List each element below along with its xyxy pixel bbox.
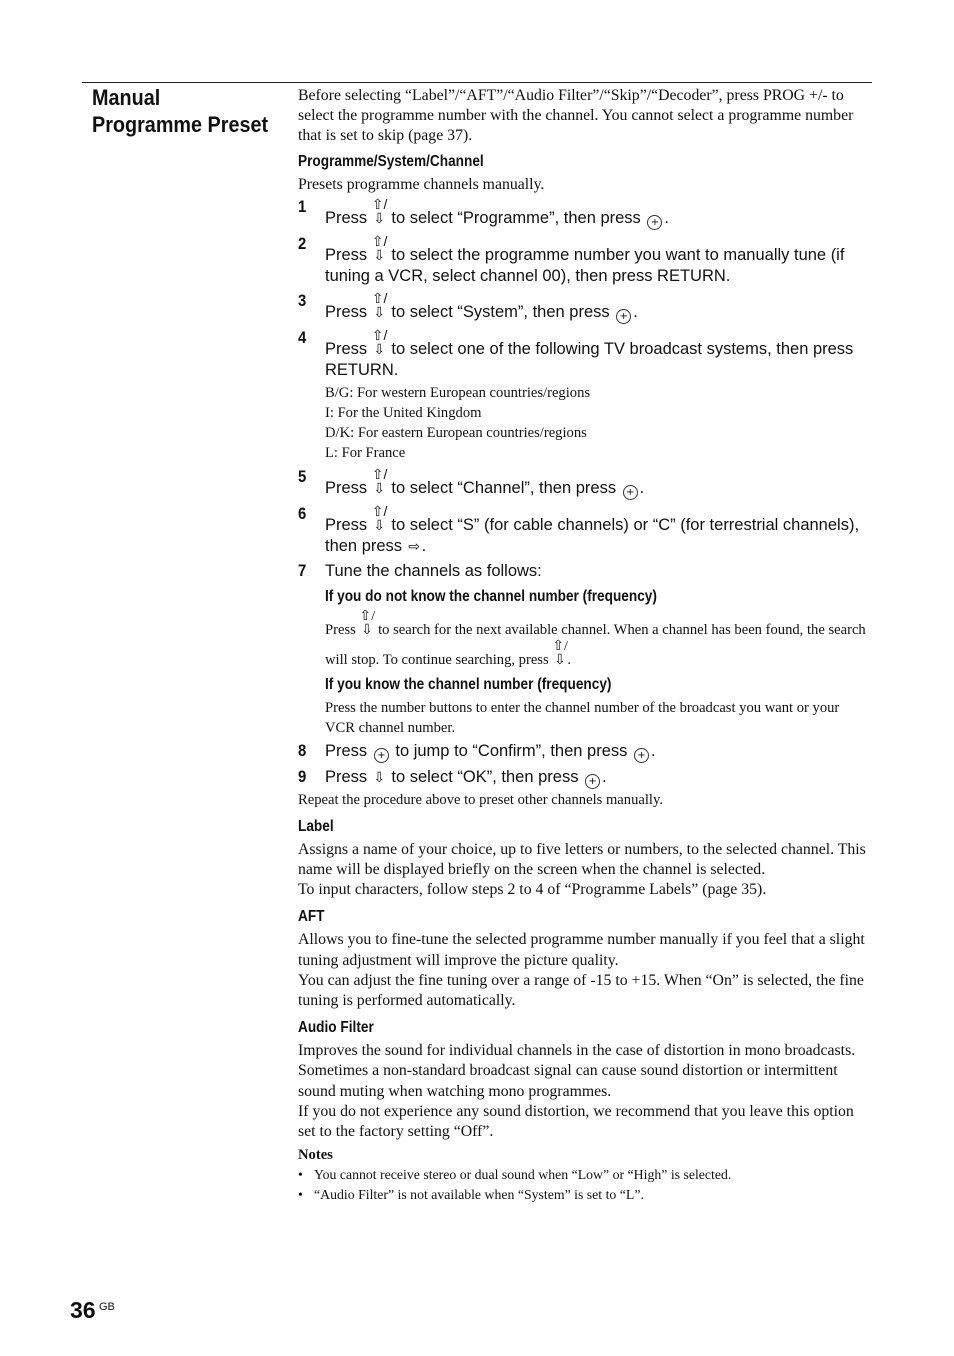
ok-button-icon: + bbox=[647, 215, 662, 230]
region-code: GB bbox=[99, 1301, 115, 1313]
note-item: • You cannot receive stereo or dual sound when “Low” or “High” is selected. bbox=[298, 1165, 872, 1185]
unknown-frequency-heading: If you do not know the channel number (frequency) bbox=[325, 587, 657, 605]
unknown-frequency-text: Press ⇧/⇩ to search for the next available channel. When a channel has been found, the search will stop. To continue searching, press ⇧/⇩ . bbox=[325, 608, 866, 668]
step-8: 8 Press + to jump to “Confirm”, then press + . bbox=[298, 741, 656, 761]
step-2: 2 Press ⇧/⇩ to select the programme number you want to manually tune (if tuning a VCR, select channel 00), then press RETURN. bbox=[298, 232, 845, 285]
step-1: 1 Press ⇧/⇩ to select “Programme”, then press + . bbox=[298, 195, 669, 228]
audio-filter-heading: Audio Filter bbox=[298, 1019, 374, 1037]
step-number: 3 bbox=[298, 291, 307, 310]
ok-button-icon: + bbox=[616, 309, 631, 324]
audio-filter-paragraph-1: Improves the sound for individual channels in the case of distortion in mono broadcasts. Sometimes a non-standard broadcast signal can cause sound distortion or intermittent sound muting when watching mono programmes. bbox=[298, 1042, 856, 1100]
right-arrow-icon: ⇨ bbox=[408, 537, 420, 554]
intro-paragraph: Before selecting “Label”/“AFT”/“Audio Filter”/“Skip”/“Decoder”, press PROG +/- to select the programme number with the channel. You cannot select a programme number that is set to skip (page 37). bbox=[298, 87, 854, 145]
step-number: 4 bbox=[298, 328, 307, 347]
label-paragraph-1: Assigns a name of your choice, up to five letters or numbers, to the selected channel. This name will be displayed briefly on the screen when the channel is selected. bbox=[298, 840, 866, 879]
up-down-arrow-icon: ⇧/⇩ bbox=[359, 608, 376, 638]
tuning-options bbox=[325, 587, 872, 738]
step-number: 2 bbox=[298, 234, 307, 253]
audio-filter-paragraph-2: If you do not experience any sound distortion, we recommend that you leave this option set to the factory setting “Off”. bbox=[298, 1102, 854, 1141]
step-number: 7 bbox=[298, 561, 307, 580]
page-number: 36 bbox=[70, 1297, 96, 1323]
system-item: B/G: For western European countries/regions bbox=[325, 384, 591, 401]
repeat-note: Repeat the procedure above to preset other channels manually. bbox=[298, 791, 663, 808]
section-content bbox=[298, 86, 872, 1204]
broadcast-systems-list bbox=[325, 383, 872, 463]
known-frequency-heading: If you know the channel number (frequency) bbox=[325, 675, 612, 693]
aft-paragraph-2: You can adjust the fine tuning over a range of -15 to +15. When “On” is selected, the fine tuning is performed automatically. bbox=[298, 971, 864, 1010]
system-item: I: For the United Kingdom bbox=[325, 404, 482, 421]
label-paragraph-2: To input characters, follow steps 2 to 4 of “Programme Labels” (page 35). bbox=[298, 881, 767, 899]
ok-button-icon: + bbox=[585, 774, 600, 789]
system-item: L: For France bbox=[325, 444, 406, 461]
label-heading: Label bbox=[298, 817, 334, 835]
aft-heading: AFT bbox=[298, 908, 325, 926]
step-6: 6 Press ⇧/⇩ to select “S” (for cable channels) or “C” (for terrestrial channels), then press ⇨. bbox=[298, 502, 860, 555]
step-3: 3 Press ⇧/⇩ to select “System”, then press + . bbox=[298, 289, 638, 322]
aft-paragraph-1: Allows you to fine-tune the selected programme number manually if you feel that a slight tuning adjustment will improve the picture quality. bbox=[298, 931, 865, 969]
programme-description: Presets programme channels manually. bbox=[298, 175, 545, 193]
step-number: 1 bbox=[298, 197, 307, 216]
up-down-arrow-icon: ⇧/⇩ bbox=[371, 465, 388, 496]
up-down-arrow-icon: ⇧/⇩ bbox=[371, 326, 388, 357]
section-divider bbox=[82, 82, 872, 83]
bullet-icon: • bbox=[298, 1167, 303, 1183]
step-number: 5 bbox=[298, 467, 307, 486]
ok-button-icon: + bbox=[634, 748, 649, 763]
up-down-arrow-icon: ⇧/⇩ bbox=[371, 195, 388, 226]
step-9: 9 Press ⇩ to select “OK”, then press + . bbox=[298, 767, 607, 787]
note-item: • “Audio Filter” is not available when “System” is set to “L”. bbox=[298, 1185, 872, 1205]
bullet-icon: • bbox=[298, 1186, 303, 1202]
system-item: D/K: For eastern European countries/regions bbox=[325, 424, 587, 441]
ok-button-icon: + bbox=[374, 748, 389, 763]
step-7: 7 Tune the channels as follows: bbox=[298, 561, 542, 580]
step-number: 6 bbox=[298, 504, 307, 523]
known-frequency-text: Press the number buttons to enter the channel number of the broadcast you want or your VCR channel number. bbox=[325, 699, 840, 736]
programme-heading: Programme/System/Channel bbox=[298, 152, 484, 170]
step-number: 8 bbox=[298, 741, 307, 760]
step-4: 4 Press ⇧/⇩ to select one of the following TV broadcast systems, then press RETURN. bbox=[298, 326, 854, 379]
section-title: Manual Programme Preset bbox=[92, 85, 269, 137]
ok-button-icon: + bbox=[623, 485, 638, 500]
step-number: 9 bbox=[298, 767, 307, 786]
notes-title: Notes bbox=[298, 1147, 333, 1164]
down-arrow-icon: ⇩ bbox=[373, 768, 386, 785]
up-down-arrow-icon: ⇧/⇩ bbox=[371, 502, 388, 533]
step-5: 5 Press ⇧/⇩ to select “Channel”, then press + . bbox=[298, 465, 645, 498]
up-down-arrow-icon: ⇧/⇩ bbox=[371, 289, 388, 320]
up-down-arrow-icon: ⇧/⇩ bbox=[552, 638, 568, 668]
up-down-arrow-icon: ⇧/⇩ bbox=[371, 232, 388, 263]
